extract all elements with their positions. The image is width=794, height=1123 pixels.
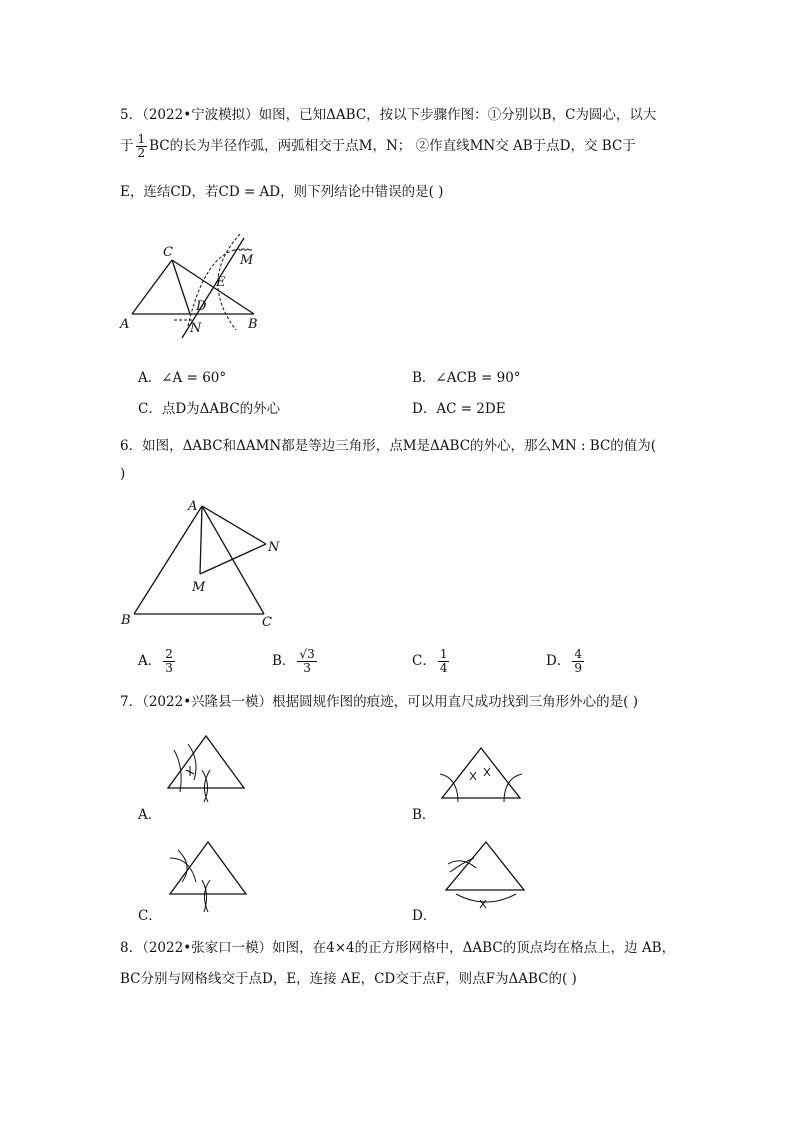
- q6-option-c[interactable]: [412, 648, 451, 675]
- q6-option-c-frac: [438, 648, 450, 675]
- q5-line-2-post: BC的长为半径作弧，两弧相交于点M，N； ②作直线MN交 AB于点D，交 BC于: [149, 138, 636, 154]
- q6-option-a-num: 2: [165, 647, 173, 661]
- q6-option-a-label: A．: [138, 653, 162, 669]
- q6-label-m: M: [192, 580, 206, 595]
- q6-option-b-den: 3: [303, 661, 311, 675]
- q8-line-1: 8．（2022•张家口一模）如图，在4×4的正方形网格中，ΔABC的顶点均在格点上，边 AB，: [120, 940, 676, 956]
- q5-line-1: 5．（2022•宁波模拟）如图，已知ΔABC，按以下步骤作图：①分别以B，C为圆心，以大: [120, 107, 657, 123]
- q5-option-c[interactable]: C．点D为ΔABC的外心: [138, 401, 281, 417]
- q6-option-c-num: 1: [439, 647, 448, 661]
- q6-label-n: N: [268, 540, 280, 555]
- q6-segment-mn: [200, 544, 266, 574]
- q7-line-1: 7．（2022•兴隆县一模）根据圆规作图的痕迹，可以用直尺成功找到三角形外心的是( ): [120, 694, 638, 710]
- q7-figure-d: [440, 836, 530, 916]
- q5-option-a[interactable]: A．∠A = 60°: [138, 370, 227, 386]
- q6-segment-am: [200, 506, 202, 574]
- q6-line-2: ): [120, 466, 126, 482]
- q6-line-1: 6．如图，ΔABC和ΔAMN都是等边三角形，点M是ΔABC的外心，那么MN : BC的值为(: [120, 438, 657, 454]
- q6-segment-ab: [134, 506, 202, 614]
- q6-option-b-frac: [297, 648, 316, 675]
- q8-line-2: BC分别与网格线交于点D，E，连接 AE，CD交于点F，则点F为ΔABC的( ): [120, 971, 577, 987]
- q6-option-b-num: √3: [299, 647, 315, 661]
- q6-option-c-label: C．: [412, 653, 436, 669]
- q6-option-a[interactable]: [138, 648, 177, 675]
- q5-label-a: A: [120, 317, 130, 332]
- q6-segment-ac: [202, 506, 264, 614]
- q5-line-2: [120, 133, 636, 160]
- q6-option-b[interactable]: [272, 648, 319, 675]
- q6-option-d-num: 4: [574, 647, 582, 661]
- q6-label-c: C: [262, 615, 272, 630]
- q6-option-c-den: 4: [439, 661, 448, 675]
- q7-option-b[interactable]: B．: [412, 807, 436, 823]
- q6-option-d-frac: [572, 648, 584, 675]
- q6-label-a: A: [188, 499, 198, 514]
- q5-option-d[interactable]: D．AC = 2DE: [412, 401, 506, 417]
- q7-figure-c: [160, 836, 254, 912]
- q5-label-c: C: [163, 245, 173, 260]
- q5-segment-cd: [172, 260, 190, 314]
- q5-figure: [118, 230, 278, 340]
- q5-label-b: B: [248, 317, 258, 332]
- q5-option-b[interactable]: B．∠ACB = 90°: [412, 370, 521, 386]
- q7-option-a[interactable]: A．: [138, 807, 162, 823]
- q6-option-b-label: B．: [272, 653, 296, 669]
- q6-option-a-frac: [163, 648, 175, 675]
- q5-label-n: N: [190, 321, 202, 336]
- q5-label-d: D: [196, 299, 207, 314]
- q7-figure-b: [434, 738, 528, 808]
- q5-fraction: [136, 133, 148, 160]
- q5-frac-num: 1: [137, 132, 146, 146]
- q7-option-d[interactable]: D．: [412, 908, 437, 924]
- q6-figure: [118, 496, 288, 632]
- q6-option-d-den: 9: [574, 661, 582, 675]
- q7-figure-a: [160, 730, 250, 802]
- q5-line-3: E，连结CD，若CD = AD，则下列结论中错误的是( ): [120, 184, 444, 200]
- q5-segment-ac: [132, 260, 172, 314]
- q5-line-2-pre: 于: [120, 138, 134, 154]
- q5-label-m: M: [240, 253, 254, 268]
- q7-option-c[interactable]: C．: [138, 908, 162, 924]
- q6-segment-an: [202, 506, 266, 544]
- q6-option-d-label: D．: [546, 653, 571, 669]
- q5-frac-den: 2: [137, 146, 146, 160]
- q5-label-e: E: [216, 275, 226, 290]
- q6-option-d[interactable]: [546, 648, 586, 675]
- q6-label-b: B: [121, 613, 131, 628]
- q6-option-a-den: 3: [165, 661, 173, 675]
